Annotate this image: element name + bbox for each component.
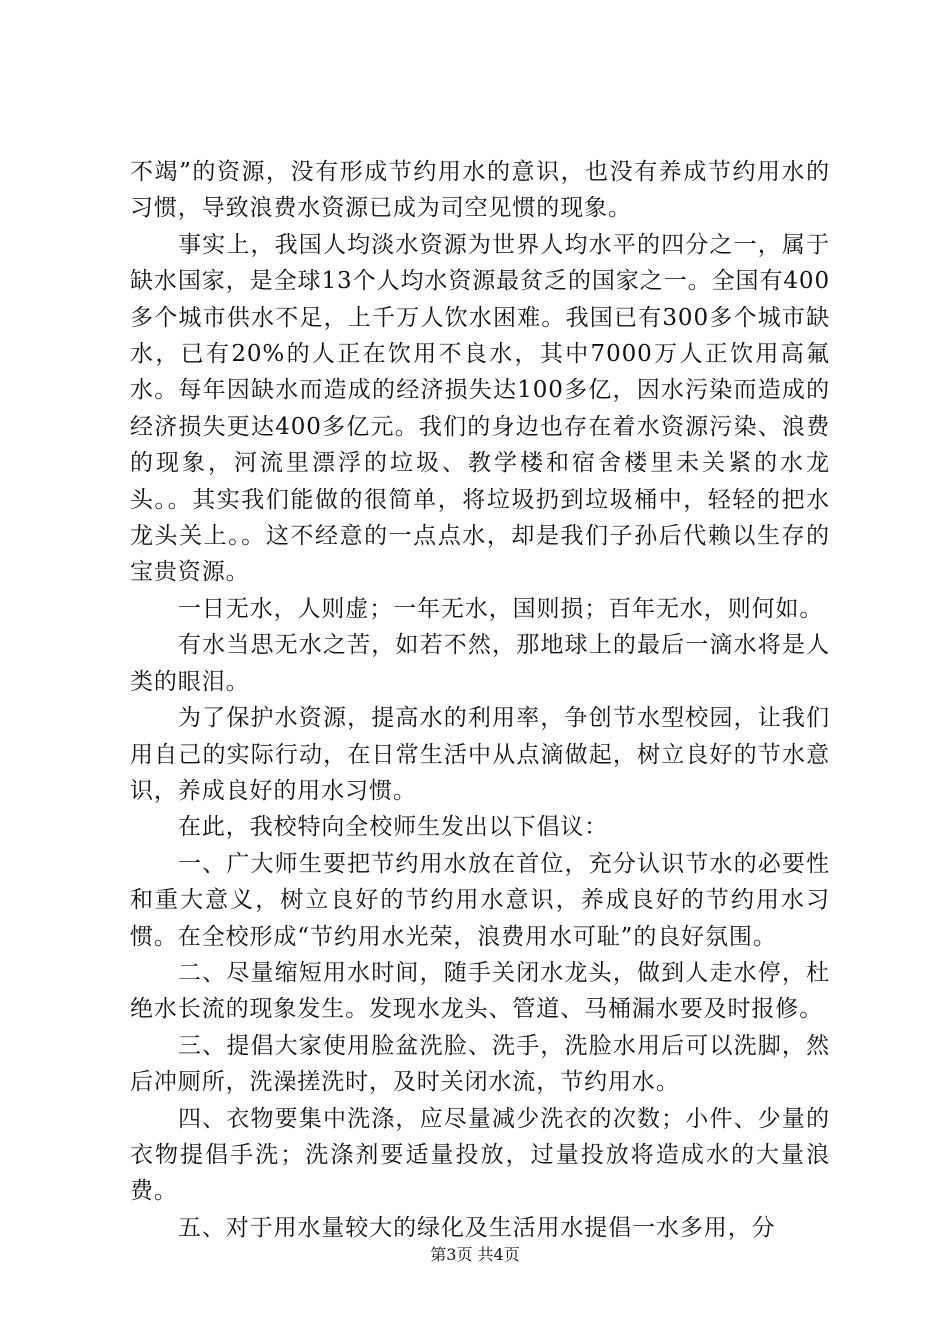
paragraph-last-drop: 有水当思无水之苦，如若不然，那地球上的最后一滴水将是人类的眼泪。: [130, 632, 830, 695]
proposal-item-1: 一、广大师生要把节约用水放在首位，充分认识节水的必要性和重大意义，树立良好的节约用水意识，养成良好的节约用水习惯。在全校形成“节约用水光荣，浪费用水可耻”的良好氛围。: [130, 850, 830, 950]
proposal-item-5: 五、对于用水量较大的绿化及生活用水提倡一水多用，分: [178, 1214, 776, 1241]
proposal-item-4: 四、衣物要集中洗涤，应尽量减少洗衣的次数；小件、少量的衣物提倡手洗；洗涤剂要适量投放，过量投放将造成水的大量浪费。: [130, 1105, 830, 1205]
paragraph-water-facts: 事实上，我国人均淡水资源为世界人均水平的四分之一，属于缺水国家，是全球13个人均水资源最贫乏的国家之一。全国有400多个城市供水不足，上千万人饮水困难。我国已有300多个城市缺水，已有20%的人正在饮用不良水，其中7000万人正饮用高氟水。每年因缺水而造成的经济损失达100多亿，因水污染而造成的经济损失更达400多亿元。我们的身边也存在着水资源污染、浪费的现象，河流里漂浮的垃圾、教学楼和宿舍楼里未关紧的水龙头。。其实我们能做的很简单，将垃圾扔到垃圾桶中，轻轻的把水龙头关上。。这不经意的一点点水，却是我们子孙后代赖以生存的宝贵资源。: [130, 231, 830, 586]
paragraph-purpose: 为了保护水资源，提高水的利用率，争创节水型校园，让我们用自己的实际行动，在日常生活中从点滴做起，树立良好的节水意识，养成良好的用水习惯。: [130, 705, 830, 804]
proposal-item-2: 二、尽量缩短用水时间，随手关闭水龙头，做到人走水停，杜绝水长流的现象发生。发现水龙头、管道、马桶漏水要及时报修。: [130, 959, 830, 1023]
page-number-footer: 第3页 共4页: [430, 1245, 520, 1264]
paragraph-continuation: 不竭”的资源，没有形成节约用水的意识，也没有养成节约用水的习惯，导致浪费水资源已成为司空见惯的现象。: [130, 159, 830, 222]
proposal-item-3: 三、提倡大家使用脸盆洗脸、洗手，洗脸水用后可以洗脚，然后冲厕所，洗澡搓洗时，及时关闭水流，节约用水。: [130, 1032, 830, 1096]
document-body: [130, 154, 830, 1246]
paragraph-saying: 一日无水，人则虚；一年无水，国则损；百年无水，则何如。: [178, 595, 824, 622]
paragraph-proposal-intro: 在此，我校特向全校师生发出以下倡议：: [178, 814, 609, 841]
